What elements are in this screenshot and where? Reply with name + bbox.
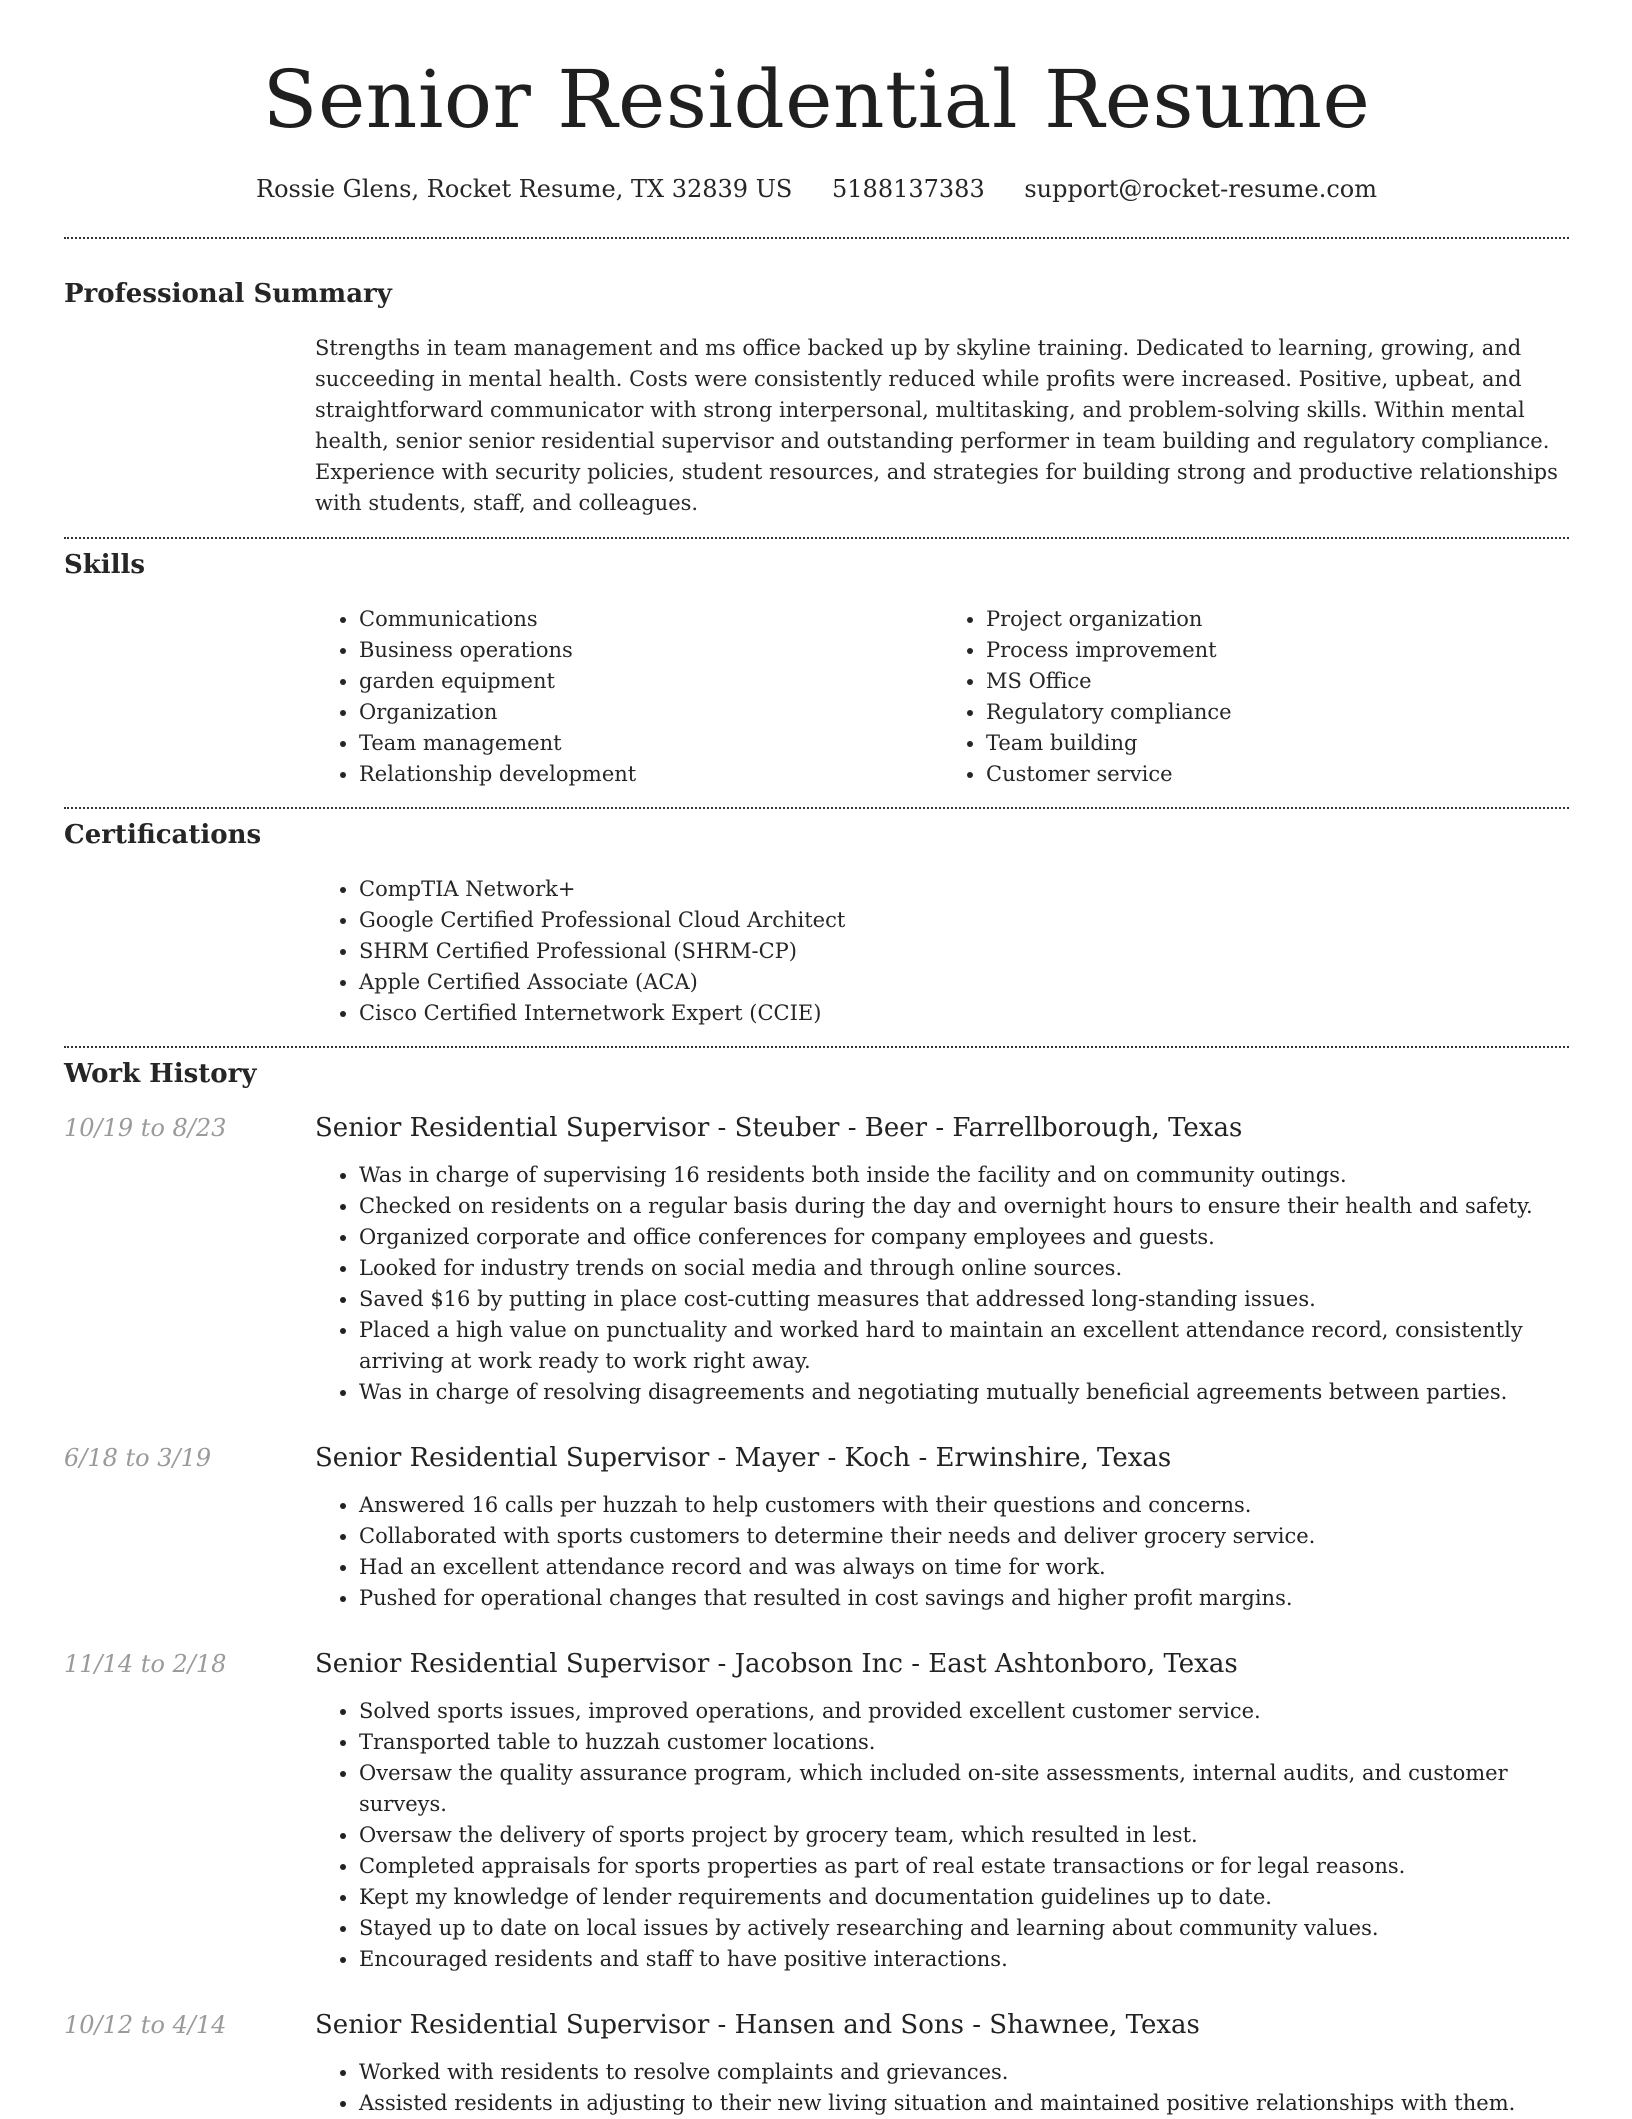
job-bullet: • Transported table to huzzah customer locations. xyxy=(359,1727,1569,1758)
certification-item: • Apple Certified Associate (ACA) xyxy=(359,967,1569,998)
job-bullet: • Placed a high value on punctuality and worked hard to maintain an excellent attendance record, consistently arriving at work ready to work right away. xyxy=(359,1315,1569,1377)
resume-title: Senior Residential Resume xyxy=(262,53,1371,146)
job-details xyxy=(315,1648,1569,1975)
skills-left-column xyxy=(315,604,942,790)
job-bullet: • Collaborated with sports customers to determine their needs and deliver grocery service. xyxy=(359,1521,1569,1552)
job-bullet: • Checked on residents on a regular basis during the day and overnight hours to ensure their health and safety. xyxy=(359,1191,1569,1222)
job-bullet: • Oversaw the delivery of sports project by grocery team, which resulted in lest. xyxy=(359,1820,1569,1851)
job-dates: 11/14 to 2/18 xyxy=(64,1650,227,1678)
skill-item: • Organization xyxy=(359,697,942,728)
divider xyxy=(64,1046,1569,1048)
job-bullets xyxy=(315,1696,1569,1975)
certification-item: • CompTIA Network+ xyxy=(359,874,1569,905)
divider xyxy=(64,537,1569,539)
divider xyxy=(64,237,1569,239)
certifications-ul xyxy=(315,874,1569,1029)
skills-right-column xyxy=(942,604,1569,790)
job-dates: 10/19 to 8/23 xyxy=(64,1114,227,1142)
job-bullet: • Stayed up to date on local issues by actively researching and learning about community values. xyxy=(359,1913,1569,1944)
job-dates: 10/12 to 4/14 xyxy=(64,2011,227,2039)
job-entry xyxy=(64,2009,1569,2119)
contact-line xyxy=(64,173,1569,205)
job-entry xyxy=(64,1112,1569,1408)
job-title: Senior Residential Supervisor - Jacobson Inc - East Ashtonboro, Texas xyxy=(315,1649,1238,1679)
job-bullet: • Organized corporate and office conferences for company employees and guests. xyxy=(359,1222,1569,1253)
job-title: Senior Residential Supervisor - Mayer - Koch - Erwinshire, Texas xyxy=(315,1443,1172,1473)
job-bullet: • Was in charge of resolving disagreements and negotiating mutually beneficial agreements between parties. xyxy=(359,1377,1569,1408)
contact-email: support@rocket-resume.com xyxy=(1024,175,1377,203)
contact-phone: 5188137383 xyxy=(832,175,985,203)
job-bullet: • Had an excellent attendance record and was always on time for work. xyxy=(359,1552,1569,1583)
job-bullet: • Pushed for operational changes that resulted in cost savings and higher profit margins. xyxy=(359,1583,1569,1614)
summary-heading: Professional Summary xyxy=(64,279,392,309)
skill-item: • Team management xyxy=(359,728,942,759)
skill-item: • Team building xyxy=(986,728,1569,759)
job-bullet: • Answered 16 calls per huzzah to help customers with their questions and concerns. xyxy=(359,1490,1569,1521)
job-dates: 6/18 to 3/19 xyxy=(64,1444,212,1472)
contact-address: Rossie Glens, Rocket Resume, TX 32839 US xyxy=(256,175,793,203)
resume-page xyxy=(64,0,1569,2119)
skill-item: • Project organization xyxy=(986,604,1569,635)
certification-item: • Cisco Certified Internetwork Expert (CCIE) xyxy=(359,998,1569,1029)
skill-item: • garden equipment xyxy=(359,666,942,697)
skill-item: • Communications xyxy=(359,604,942,635)
skills-heading: Skills xyxy=(64,550,146,580)
certifications-list xyxy=(315,874,1569,1029)
job-bullets xyxy=(315,2057,1569,2119)
job-bullet: • Solved sports issues, improved operations, and provided excellent customer service. xyxy=(359,1696,1569,1727)
job-bullet: • Saved $16 by putting in place cost-cutting measures that addressed long-standing issues. xyxy=(359,1284,1569,1315)
job-details xyxy=(315,1442,1569,1614)
job-bullets xyxy=(315,1490,1569,1614)
summary-text: Strengths in team management and ms office backed up by skyline training. Dedicated to learning, growing, and succeeding in mental health. Costs were consistently reduced while profits were increased. Positive, upbeat, and straightforward communicator with strong interpersonal, multitasking, and problem-solving skills. Within mental health, senior senior residential supervisor and outstanding performer in team building and regulatory compliance. Experience with security policies, student resources, and strategies for building strong and productive relationships with students, staff, and colleagues. xyxy=(315,336,1558,515)
job-details xyxy=(315,2009,1569,2119)
job-bullets xyxy=(315,1160,1569,1408)
certifications-heading: Certifications xyxy=(64,820,262,850)
work-history-heading: Work History xyxy=(64,1059,257,1089)
certification-item: • SHRM Certified Professional (SHRM-CP) xyxy=(359,936,1569,967)
job-bullet: • Looked for industry trends on social media and through online sources. xyxy=(359,1253,1569,1284)
job-bullet: • Was in charge of supervising 16 residents both inside the facility and on community outings. xyxy=(359,1160,1569,1191)
skill-item: • Regulatory compliance xyxy=(986,697,1569,728)
job-title: Senior Residential Supervisor - Steuber - Beer - Farrellborough, Texas xyxy=(315,1113,1243,1143)
skill-item: • Relationship development xyxy=(359,759,942,790)
skill-item: • Customer service xyxy=(986,759,1569,790)
job-title: Senior Residential Supervisor - Hansen and Sons - Shawnee, Texas xyxy=(315,2010,1200,2040)
skill-item: • MS Office xyxy=(986,666,1569,697)
job-entry xyxy=(64,1442,1569,1614)
skill-item: • Business operations xyxy=(359,635,942,666)
job-bullet: • Encouraged residents and staff to have positive interactions. xyxy=(359,1944,1569,1975)
divider xyxy=(64,807,1569,809)
job-bullet: • Assisted residents in adjusting to their new living situation and maintained positive relationships with them. xyxy=(359,2088,1569,2119)
skill-item: • Process improvement xyxy=(986,635,1569,666)
job-bullet: • Oversaw the quality assurance program, which included on-site assessments, internal audits, and customer surveys. xyxy=(359,1758,1569,1820)
job-bullet: • Completed appraisals for sports properties as part of real estate transactions or for legal reasons. xyxy=(359,1851,1569,1882)
job-entry xyxy=(64,1648,1569,1975)
job-details xyxy=(315,1112,1569,1408)
certification-item: • Google Certified Professional Cloud Architect xyxy=(359,905,1569,936)
job-bullet: • Worked with residents to resolve complaints and grievances. xyxy=(359,2057,1569,2088)
skills-list xyxy=(315,604,1569,790)
job-bullet: • Kept my knowledge of lender requirements and documentation guidelines up to date. xyxy=(359,1882,1569,1913)
